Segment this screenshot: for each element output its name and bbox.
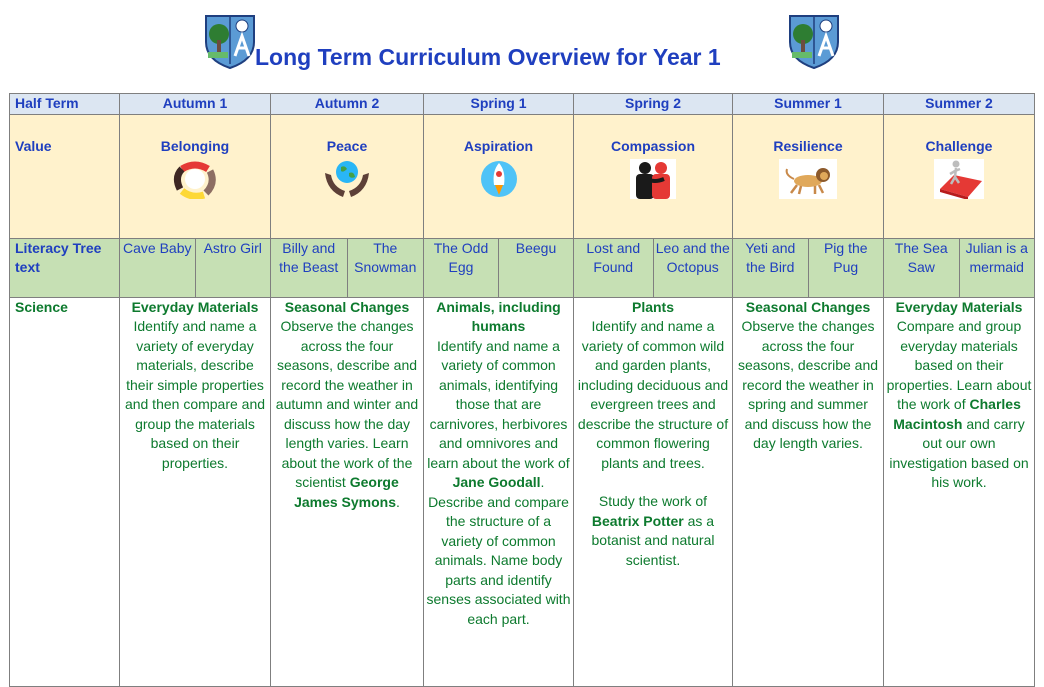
literacy-label-line: Literacy Tree bbox=[15, 239, 102, 256]
science-description: Observe the changes across the four seasons, describe and record the weather in spring and summer and discuss how the day length varies. bbox=[737, 318, 879, 451]
book-title: Leo and the Octopus bbox=[653, 239, 733, 297]
literacy-label bbox=[10, 238, 120, 297]
value-label: Value bbox=[10, 114, 120, 238]
book-title: Billy and the Beast bbox=[279, 239, 339, 275]
term-header: Spring 1 bbox=[424, 94, 574, 115]
science-description bbox=[426, 337, 571, 630]
value-name: Compassion bbox=[610, 137, 695, 154]
book-title: The Snowman bbox=[347, 239, 424, 297]
science-text: Compare and group everyday materials based on their properties. Learn about the work of bbox=[886, 318, 1032, 412]
term-header: Summer 2 bbox=[884, 94, 1035, 115]
value-name: Challenge bbox=[925, 137, 993, 154]
science-text: as a botanist and natural scientist. bbox=[591, 512, 715, 568]
value-name: Peace bbox=[326, 137, 368, 154]
science-description: Identify and name a variety of everyday materials, describe their simple properties and then compare and group the materials based on their properties. bbox=[124, 318, 266, 471]
scientist-name: George James Symons bbox=[294, 474, 399, 510]
science-text: Identify and name a variety of common animals, identifying those that are carnivores, herbivores and omnivores and learn about the work of bbox=[427, 337, 570, 471]
school-crest-logo bbox=[202, 12, 258, 70]
literacy-cell bbox=[120, 238, 271, 297]
rocket-icon bbox=[479, 159, 519, 199]
hug-icon bbox=[630, 159, 676, 199]
value-cell bbox=[884, 114, 1035, 238]
literacy-cell bbox=[733, 238, 884, 297]
scientist-name: Charles Macintosh bbox=[893, 396, 1021, 432]
value-name: Belonging bbox=[160, 137, 230, 154]
page-title: Long Term Curriculum Overview for Year 1 bbox=[255, 44, 721, 70]
globe-hands-icon bbox=[321, 159, 373, 199]
literacy-cell bbox=[574, 238, 733, 297]
science-text: . bbox=[396, 493, 400, 510]
literacy-row bbox=[10, 238, 1035, 297]
science-text: . Describe and compare the structure of a variety of common animals. Name body parts and identify senses associated with each part. bbox=[426, 474, 571, 627]
science-cell bbox=[884, 297, 1035, 686]
value-row bbox=[10, 114, 1035, 238]
literacy-cell bbox=[424, 238, 574, 297]
science-topic: Everyday Materials bbox=[895, 298, 1023, 315]
book-title: Julian is a mermaid bbox=[959, 239, 1035, 297]
book-title: Astro Girl bbox=[195, 239, 271, 297]
value-name: Aspiration bbox=[463, 137, 534, 154]
science-topic: Plants bbox=[631, 298, 674, 315]
science-topic: Animals, including humans bbox=[436, 298, 561, 334]
science-row bbox=[10, 297, 1035, 686]
science-topic: Seasonal Changes bbox=[745, 298, 871, 315]
scientist-name: Beatrix Potter bbox=[591, 512, 684, 529]
science-cell bbox=[733, 297, 884, 686]
value-cell bbox=[733, 114, 884, 238]
science-text: Study the work of bbox=[598, 493, 708, 509]
school-crest-logo bbox=[786, 12, 842, 70]
literacy-label-line: text bbox=[15, 259, 40, 275]
term-header: Autumn 2 bbox=[271, 94, 424, 115]
term-header: Spring 2 bbox=[574, 94, 733, 115]
science-text: and carry out our own investigation based on his work. bbox=[889, 415, 1029, 490]
science-topic: Everyday Materials bbox=[131, 298, 259, 315]
book-title: Cave Baby bbox=[123, 239, 192, 256]
science-description bbox=[576, 492, 730, 570]
value-cell bbox=[574, 114, 733, 238]
curriculum-table bbox=[9, 93, 1035, 687]
science-topic: Seasonal Changes bbox=[284, 298, 410, 315]
science-description bbox=[886, 317, 1032, 493]
value-cell bbox=[271, 114, 424, 238]
science-text: Observe the changes across the four seasons, describe and record the weather in autumn and winter and discuss how the day length varies. Learn about the work of the scientist bbox=[275, 318, 419, 490]
value-cell bbox=[424, 114, 574, 238]
science-description: Identify and name a variety of common wild and garden plants, including deciduous and evergreen trees and describe the structure of common flowering plants and trees. bbox=[577, 318, 729, 471]
book-title: Beegu bbox=[498, 239, 573, 297]
book-title: Lost and Found bbox=[586, 239, 641, 275]
page-header bbox=[0, 0, 1044, 92]
book-title: Yeti and the Bird bbox=[745, 239, 796, 275]
lion-icon bbox=[779, 159, 837, 199]
book-title: The Sea Saw bbox=[894, 239, 948, 275]
half-term-row bbox=[10, 94, 1035, 115]
book-title: Pig the Pug bbox=[808, 239, 884, 297]
science-cell bbox=[120, 297, 271, 686]
science-cell bbox=[424, 297, 574, 686]
literacy-cell bbox=[884, 238, 1035, 297]
science-description bbox=[273, 317, 421, 512]
value-cell bbox=[120, 114, 271, 238]
next-level-icon bbox=[934, 159, 984, 199]
literacy-cell bbox=[271, 238, 424, 297]
term-header: Summer 1 bbox=[733, 94, 884, 115]
science-cell bbox=[574, 297, 733, 686]
term-header: Autumn 1 bbox=[120, 94, 271, 115]
scientist-name: Jane Goodall bbox=[452, 474, 541, 490]
value-name: Resilience bbox=[773, 137, 843, 154]
book-title: The Odd Egg bbox=[433, 239, 489, 275]
half-term-label: Half Term bbox=[10, 94, 120, 115]
science-cell bbox=[271, 297, 424, 686]
hands-circle-icon bbox=[170, 159, 220, 199]
science-label: Science bbox=[10, 297, 120, 686]
